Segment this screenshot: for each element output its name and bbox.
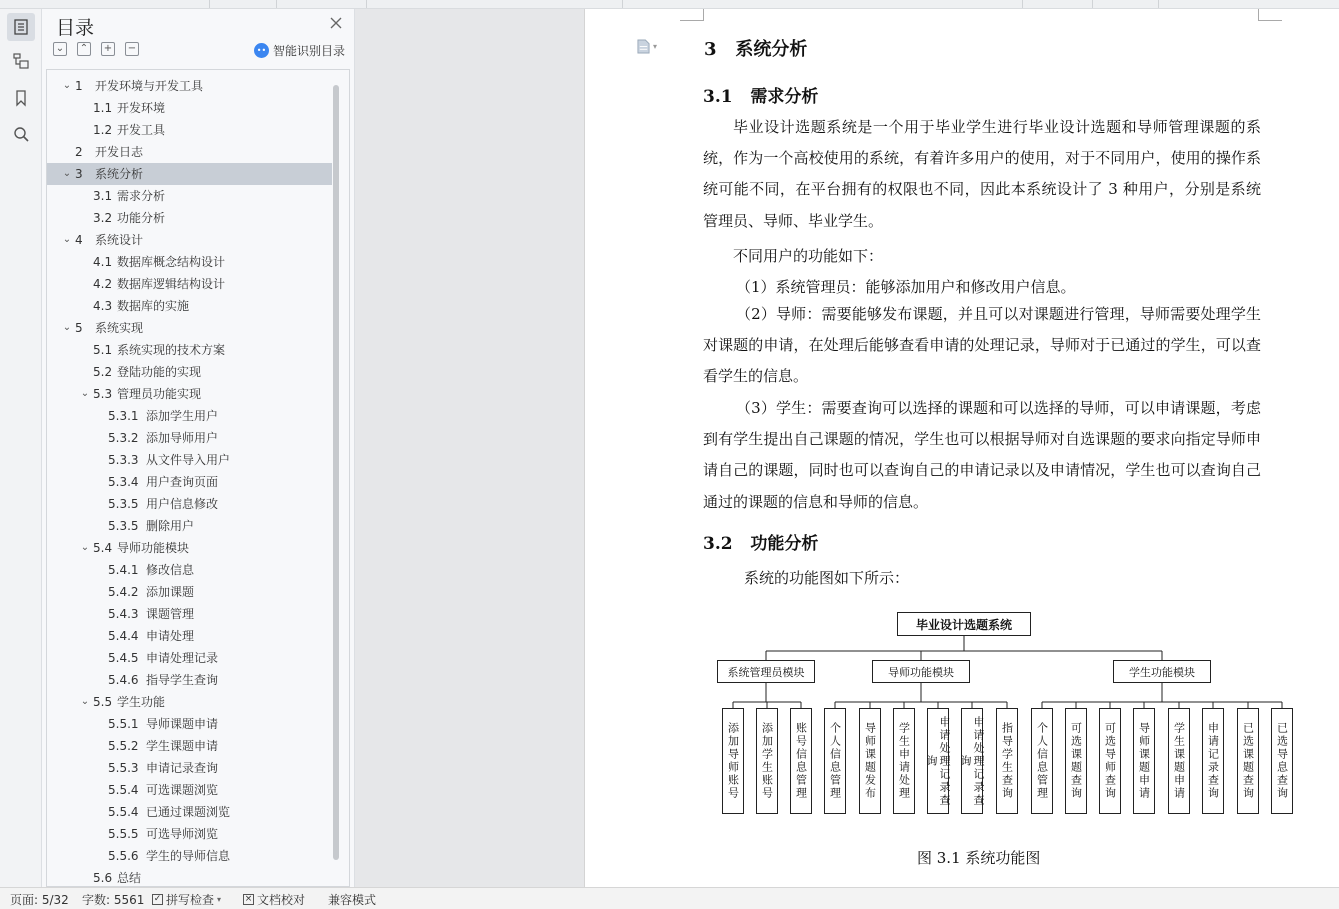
toc-item-number: 2 <box>75 145 83 159</box>
toc-item[interactable] <box>47 383 332 405</box>
diagram-module: 学生功能模块 <box>1113 660 1211 683</box>
smart-toc-label: 智能识别目录 <box>273 44 346 58</box>
toc-item-label: 可选课题浏览 <box>146 783 219 797</box>
toc-item-number: 1.1 <box>93 101 113 115</box>
diagram-leaf: 指导学生查询 <box>996 708 1018 814</box>
ai-robot-icon: •• <box>254 43 269 58</box>
toc-item-label: 指导学生查询 <box>146 673 219 687</box>
toc-item-label: 修改信息 <box>146 563 195 577</box>
toc-item-label: 数据库概念结构设计 <box>117 255 226 269</box>
top-strip-segment <box>1023 0 1093 8</box>
diagram-leaf: 添加学生账号 <box>756 708 778 814</box>
toc-item-number: 5.2 <box>93 365 113 379</box>
diagram-module: 系统管理员模块 <box>717 660 815 683</box>
toc-item[interactable] <box>47 273 332 295</box>
expand-all-icon[interactable]: ⌄ <box>53 42 67 56</box>
toc-item[interactable] <box>47 317 332 339</box>
toc-item-number: 1 <box>75 79 83 93</box>
toc-item-number: 4 <box>75 233 83 247</box>
close-icon[interactable] <box>329 16 343 30</box>
toc-item[interactable] <box>47 647 332 669</box>
toc-item[interactable] <box>47 757 332 779</box>
toc-item[interactable] <box>47 735 332 757</box>
toc-item[interactable] <box>47 471 332 493</box>
toc-item[interactable] <box>47 405 332 427</box>
toc-item-number: 5.6 <box>93 871 113 885</box>
toc-item[interactable] <box>47 207 332 229</box>
top-strip-segment <box>0 0 210 8</box>
compat-mode-label: 兼容模式 <box>328 893 377 907</box>
toc-item[interactable] <box>47 229 332 251</box>
toc-item-label: 导师功能模块 <box>117 541 190 555</box>
toc-item-number: 5.5.6 <box>108 849 139 863</box>
page-indicator[interactable]: 页面: 5/32 <box>10 893 69 907</box>
toc-item-number: 5.3.2 <box>108 431 139 445</box>
toc-item-number: 3.1 <box>93 189 113 203</box>
toc-item-number: 5.5.4 <box>108 805 139 819</box>
toc-item[interactable] <box>47 339 332 361</box>
toc-item[interactable] <box>47 119 332 141</box>
diagram-leaf: 可选导师查询 <box>1099 708 1121 814</box>
toc-item-label: 系统设计 <box>95 233 144 247</box>
toc-item[interactable] <box>47 163 332 185</box>
smart-toc-button[interactable] <box>254 42 345 59</box>
diagram-leaf: 个人信息管理 <box>824 708 846 814</box>
toc-item[interactable] <box>47 691 332 713</box>
toc-item-number: 5.1 <box>93 343 113 357</box>
chevron-down-icon[interactable]: ⌄ <box>80 542 90 553</box>
top-strip-segment <box>277 0 367 8</box>
toc-item-number: 5.5.2 <box>108 739 139 753</box>
toc-item-label: 可选导师浏览 <box>146 827 219 841</box>
toc-item-label: 已通过课题浏览 <box>146 805 231 819</box>
paragraph-role-admin: （1）系统管理员：能够添加用户和修改用户信息。 <box>736 278 1076 296</box>
toc-item[interactable] <box>47 75 332 97</box>
toc-item-number: 4.3 <box>93 299 113 313</box>
toc-item-number: 5.4.2 <box>108 585 139 599</box>
toc-item[interactable] <box>47 449 332 471</box>
chevron-down-icon: ▾ <box>217 895 222 904</box>
diagram-leaf: 学生课题申请 <box>1168 708 1190 814</box>
paragraph-intro: 毕业设计选题系统是一个用于毕业学生进行毕业设计选题和导师管理课题的系统，作为一个高校使用的系统，有着许多用户的使用，对于不同用户，使用的操作系统可能不同，在平台拥有的权限也不同，因此本系统设计了 3 种用户，分别是系统管理员、导师、毕业学生。 <box>703 118 1261 230</box>
toc-item[interactable] <box>47 669 332 691</box>
toc-item[interactable] <box>47 427 332 449</box>
toc-item[interactable] <box>47 185 332 207</box>
toc-panel <box>42 9 355 887</box>
toc-item-label: 申请记录查询 <box>146 761 219 775</box>
toc-item[interactable] <box>47 625 332 647</box>
toc-item[interactable] <box>47 603 332 625</box>
top-strip-segment <box>623 0 1023 8</box>
toc-item-label: 开发环境 <box>117 101 166 115</box>
toc-item[interactable] <box>47 845 332 867</box>
structure-icon[interactable] <box>7 47 35 75</box>
proofread-icon: × <box>244 894 253 904</box>
toc-item-label: 总结 <box>117 871 142 885</box>
chevron-down-icon[interactable]: ⌄ <box>62 322 72 333</box>
search-icon[interactable] <box>7 120 35 148</box>
toc-item-label: 导师课题申请 <box>146 717 219 731</box>
diagram-root: 毕业设计选题系统 <box>897 612 1031 636</box>
toc-item-label: 申请处理记录 <box>146 651 219 665</box>
paragraph-role-mentor: （2）导师：需要能够发布课题，并且可以对课题进行管理，导师需要处理学生对课题的申请，在处理后能够查看申请的处理记录，导师对于已通过的学生，可以查看学生的信息。 <box>703 305 1261 386</box>
toc-item-number: 5.4.4 <box>108 629 139 643</box>
paragraph-diagram-intro: 系统的功能图如下所示： <box>744 569 910 587</box>
diagram-leaf: 账号信息管理 <box>790 708 812 814</box>
toc-item[interactable] <box>47 713 332 735</box>
diagram-leaf: 已选导息查询 <box>1271 708 1293 814</box>
toc-item-number: 5.4 <box>93 541 113 555</box>
toc-panel-icon[interactable] <box>7 13 35 41</box>
toc-item[interactable] <box>47 295 332 317</box>
toc-item-label: 学生的导师信息 <box>146 849 231 863</box>
toc-item-label: 学生功能 <box>117 695 166 709</box>
diagram-leaf: 导师课题申请 <box>1133 708 1155 814</box>
toc-scrollbar[interactable] <box>333 85 339 860</box>
diagram-leaf: 学生申请处理 <box>893 708 915 814</box>
toc-item-label: 开发工具 <box>117 123 166 137</box>
toc-item[interactable] <box>47 867 332 887</box>
toc-toolbar <box>53 42 139 56</box>
diagram-leaf: 已选课题查询 <box>1237 708 1259 814</box>
toc-item-number: 5.3.1 <box>108 409 139 423</box>
chevron-down-icon: ▾ <box>653 42 658 51</box>
paragraph-roles-intro: 不同用户的功能如下： <box>733 247 884 265</box>
toc-item-number: 5.5 <box>93 695 113 709</box>
collapse-all-icon[interactable]: ⌃ <box>77 42 91 56</box>
toc-item-label: 添加导师用户 <box>146 431 219 445</box>
diagram-leaf: 可选课题查询 <box>1065 708 1087 814</box>
chevron-down-icon[interactable]: ⌄ <box>80 696 90 707</box>
toc-item-number: 5.5.4 <box>108 783 139 797</box>
toc-item[interactable] <box>47 823 332 845</box>
toc-list <box>47 75 332 887</box>
toc-item-label: 开发日志 <box>95 145 144 159</box>
toc-item-label: 数据库的实施 <box>117 299 190 313</box>
diagram-leaf: 申请处理记录查询 <box>961 708 983 814</box>
toc-item[interactable] <box>47 559 332 581</box>
toc-item-label: 登陆功能的实现 <box>117 365 202 379</box>
status-bar <box>0 887 1339 909</box>
toc-item[interactable] <box>47 97 332 119</box>
word-count[interactable]: 字数: 5561 <box>82 893 145 907</box>
diagram-leaf: 导师课题发布 <box>859 708 881 814</box>
toc-item-number: 5.5.1 <box>108 717 139 731</box>
toc-item[interactable] <box>47 779 332 801</box>
toc-item[interactable] <box>47 581 332 603</box>
toc-item[interactable] <box>47 515 332 537</box>
toc-item-number: 5.4.6 <box>108 673 139 687</box>
chevron-down-icon[interactable]: ⌄ <box>62 234 72 245</box>
toc-item-number: 5.4.5 <box>108 651 139 665</box>
chevron-down-icon[interactable]: ⌄ <box>62 168 72 179</box>
toc-item[interactable] <box>47 141 332 163</box>
spell-check-button[interactable]: ✓ 拼写检查 ▾ <box>153 893 222 907</box>
toc-item-label: 数据库逻辑结构设计 <box>117 277 226 291</box>
toc-tree <box>46 69 350 887</box>
toc-item-label: 开发环境与开发工具 <box>95 79 204 93</box>
top-tab-strip <box>0 0 1339 9</box>
figure-caption: 图 3.1 系统功能图 <box>917 849 1041 867</box>
toc-item[interactable] <box>47 493 332 515</box>
toc-item-label: 申请处理 <box>146 629 195 643</box>
chevron-down-icon[interactable]: ⌄ <box>62 80 72 91</box>
diagram-leaf: 申请记录查询 <box>1202 708 1224 814</box>
toc-item-label: 管理员功能实现 <box>117 387 202 401</box>
toc-item-number: 5 <box>75 321 83 335</box>
toc-item-number: 5.3.5 <box>108 497 139 511</box>
heading-2-requirements: 3.1 需求分析 <box>703 87 819 107</box>
diagram-leaf: 添加导师账号 <box>722 708 744 814</box>
toc-item-label: 系统分析 <box>95 167 144 181</box>
toc-item-number: 5.3.3 <box>108 453 139 467</box>
toc-item-label: 课题管理 <box>146 607 195 621</box>
toc-item[interactable] <box>47 537 332 559</box>
toc-item[interactable] <box>47 801 332 823</box>
checkbox-icon: ✓ <box>153 894 162 904</box>
toc-item-number: 5.3 <box>93 387 113 401</box>
toc-item[interactable] <box>47 251 332 273</box>
toc-item-number: 5.5.3 <box>108 761 139 775</box>
toc-item-number: 3.2 <box>93 211 113 225</box>
chevron-down-icon[interactable]: ⌄ <box>80 388 90 399</box>
paragraph-role-student: （3）学生：需要查询可以选择的课题和可以选择的导师，可以申请课题，考虑到有学生提出自己课题的情况，学生也可以根据导师对自选课题的要求向指定导师申请自己的课题，同时也可以查询自己的申请记录以及申请情况，学生也可以查询自己通过的课题的信息和导师的信息。 <box>703 399 1261 511</box>
toc-item-label: 功能分析 <box>117 211 166 225</box>
top-strip-segment <box>1093 0 1159 8</box>
toc-item-label: 添加学生用户 <box>146 409 219 423</box>
diagram-leaf: 申请处理记录查询 <box>927 708 949 814</box>
diagram-leaf: 个人信息管理 <box>1031 708 1053 814</box>
toc-item-label: 用户信息修改 <box>146 497 219 511</box>
toc-item[interactable] <box>47 361 332 383</box>
toc-item-label: 系统实现 <box>95 321 144 335</box>
diagram-module: 导师功能模块 <box>872 660 970 683</box>
toc-item-label: 从文件导入用户 <box>146 453 231 467</box>
bookmark-icon[interactable] <box>7 84 35 112</box>
toc-item-label: 删除用户 <box>146 519 195 533</box>
toc-item-label: 需求分析 <box>117 189 166 203</box>
toc-item-label: 添加课题 <box>146 585 195 599</box>
add-heading-icon[interactable]: + <box>101 42 115 56</box>
toc-item-number: 4.2 <box>93 277 113 291</box>
toc-item-number: 5.3.4 <box>108 475 139 489</box>
toc-item-number: 5.5.5 <box>108 827 139 841</box>
toc-item-number: 5.4.1 <box>108 563 139 577</box>
toc-item-number: 1.2 <box>93 123 113 137</box>
top-strip-segment <box>210 0 277 8</box>
toc-item-number: 5.4.3 <box>108 607 139 621</box>
heading-1: 3 系统分析 <box>704 39 808 60</box>
heading-2-functions: 3.2 功能分析 <box>703 534 819 554</box>
doc-proofread-button[interactable]: × 文档校对 <box>244 893 306 907</box>
toc-item-label: 系统实现的技术方案 <box>117 343 226 357</box>
toc-item-label: 用户查询页面 <box>146 475 219 489</box>
side-icon-rail <box>0 9 42 887</box>
toc-item-number: 4.1 <box>93 255 113 269</box>
toc-item-number: 5.3.5 <box>108 519 139 533</box>
toc-title: 目录 <box>56 17 95 39</box>
toc-item-label: 学生课题申请 <box>146 739 219 753</box>
toc-item-number: 3 <box>75 167 83 181</box>
remove-heading-icon[interactable]: − <box>125 42 139 56</box>
document-page[interactable] <box>584 9 1339 887</box>
top-strip-segment <box>367 0 623 8</box>
